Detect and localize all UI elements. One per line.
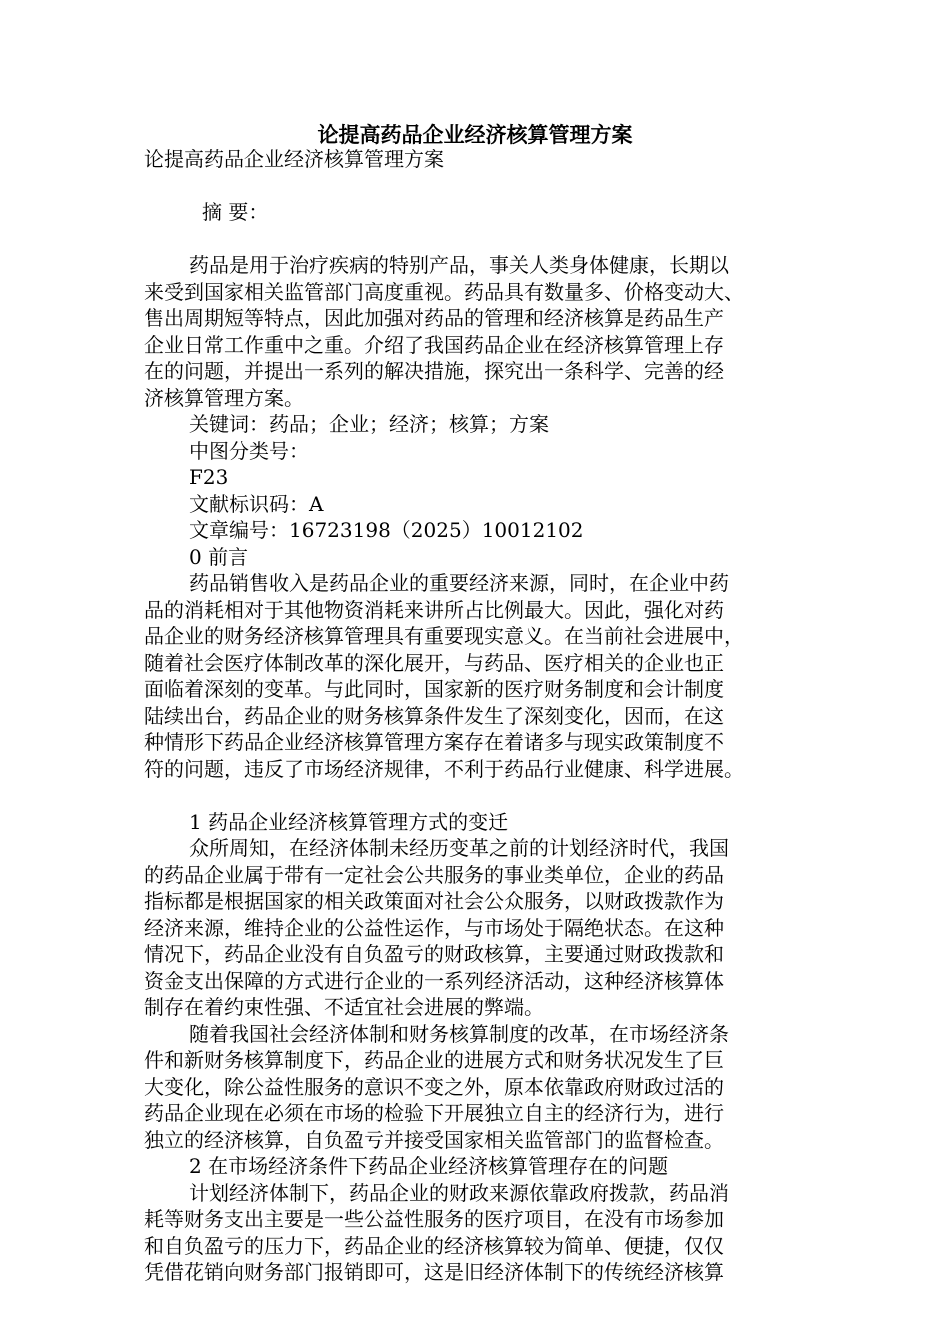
paragraph-line: 资金支出保障的方式进行企业的一系列经济活动，这种经济核算体: [144, 968, 724, 993]
paragraph-line: 品的消耗相对于其他物资消耗来讲所占比例最大。因此，强化对药: [144, 597, 724, 622]
paragraph-line: 的药品企业属于带有一定社会公共服务的事业类单位，企业的药品: [144, 862, 724, 887]
section-0-paragraph: [144, 570, 804, 782]
section-1-heading: 1 药品企业经济核算管理方式的变迁: [189, 809, 509, 834]
paragraph-line: 大变化，除公益性服务的意识不变之外，原本依靠政府财政过活的: [144, 1074, 724, 1099]
paragraph-line: 凭借花销向财务部门报销即可，这是旧经济体制下的传统经济核算: [144, 1260, 724, 1284]
document-subtitle: 论提高药品企业经济核算管理方案: [144, 147, 444, 171]
abstract-paragraph: [144, 252, 804, 411]
document-body: [144, 146, 804, 1286]
abstract-line: 售出周期短等特点，因此加强对药品的管理和经济核算是药品生产: [144, 306, 724, 330]
paragraph-line: 随着社会医疗体制改革的深化展开，与药品、医疗相关的企业也正: [144, 650, 724, 675]
paragraph-line: 种情形下药品企业经济核算管理方案存在着诸多与现实政策制度不: [144, 730, 724, 754]
paragraph-line: 随着我国社会经济体制和财务核算制度的改革，在市场经济条: [189, 1021, 729, 1046]
paragraph-line: 计划经济体制下，药品企业的财政来源依靠政府拨款，药品消: [189, 1180, 729, 1205]
paragraph-line: 独立的经济核算，自负盈亏并接受国家相关监管部门的监督检查。: [144, 1127, 724, 1152]
document-code: 文献标识码：A: [189, 491, 324, 516]
section-1-paragraph-2: [144, 1021, 804, 1154]
clc-value: F23: [189, 465, 229, 489]
paragraph-line: 情况下，药品企业没有自负盈亏的财政核算，主要通过财政拨款和: [144, 942, 724, 966]
paragraph-line: 和自负盈亏的压力下，药品企业的经济核算较为简单、便捷，仅仅: [144, 1233, 724, 1258]
abstract-line: 来受到国家相关监管部门高度重视。药品具有数量多、价格变动大、: [144, 279, 744, 304]
blank-line: [144, 782, 804, 809]
section-1-paragraph-1: [144, 835, 804, 1021]
paragraph-line: 件和新财务核算制度下，药品企业的进展方式和财务状况发生了巨: [144, 1048, 724, 1072]
paragraph-line: 众所周知，在经济体制未经历变革之前的计划经济时代，我国: [189, 836, 729, 860]
section-2-heading: 2 在市场经济条件下药品企业经济核算管理存在的问题: [189, 1154, 669, 1178]
paragraph-line: 陆续出台，药品企业的财务核算条件发生了深刻变化，因而，在这: [144, 703, 724, 728]
abstract-line: 企业日常工作重中之重。介绍了我国药品企业在经济核算管理上存: [144, 332, 724, 357]
paragraph-line: 制存在着约束性强、不适宜社会进展的弊端。: [144, 995, 544, 1019]
blank-line: [144, 226, 804, 253]
abstract-line: 济核算管理方案。: [144, 385, 304, 410]
section-2-paragraph-1: [144, 1180, 804, 1286]
blank-line: [144, 173, 804, 200]
article-number: 文章编号：16723198（2025）10012102: [189, 518, 584, 542]
paragraph-line: 品企业的财务经济核算管理具有重要现实意义。在当前社会进展中，: [144, 624, 744, 648]
abstract-heading: 摘 要：: [202, 200, 269, 224]
paragraph-line: 耗等财务支出主要是一些公益性服务的医疗项目，在没有市场参加: [144, 1207, 724, 1231]
section-0-heading: 0 前言: [189, 544, 249, 569]
paragraph-line: 指标都是根据国家的相关政策面对社会公众服务，以财政拨款作为: [144, 889, 724, 913]
paragraph-line: 药品销售收入是药品企业的重要经济来源，同时，在企业中药: [189, 571, 729, 595]
document-title: 论提高药品企业经济核算管理方案: [317, 123, 633, 147]
abstract-line: 在的问题，并提出一系列的解决措施，探究出一条科学、完善的经: [144, 359, 724, 383]
paragraph-line: 面临着深刻的变革。与此同时，国家新的医疗财务制度和会计制度: [144, 677, 724, 701]
abstract-line: 药品是用于治疗疾病的特别产品，事关人类身体健康，长期以: [189, 253, 729, 277]
paragraph-line: 符的问题，违反了市场经济规律，不利于药品行业健康、科学进展。: [144, 756, 744, 781]
keywords: 关键词：药品；企业；经济；核算；方案: [189, 412, 549, 436]
paragraph-line: 经济来源，维持企业的公益性运作，与市场处于隔绝状态。在这种: [144, 915, 724, 940]
clc-label: 中图分类号：: [189, 438, 309, 463]
paragraph-line: 药品企业现在必须在市场的检验下开展独立自主的经济行为，进行: [144, 1101, 724, 1125]
